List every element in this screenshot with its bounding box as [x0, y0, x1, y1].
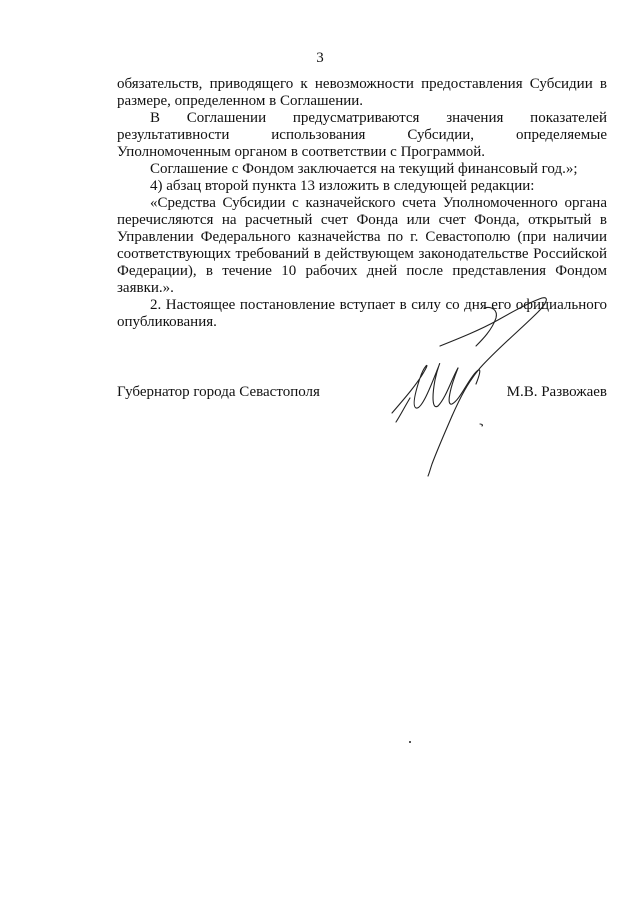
scan-speck [409, 741, 411, 743]
paragraph: В Соглашении предусматриваются значения показателей результативности использования Субсидии, определяемые Уполномоченным органом в соответствии с Программой. [117, 110, 607, 160]
paragraph: Соглашение с Фондом заключается на текущий финансовый год.»; [150, 161, 578, 177]
signer-name: М.В. Развожаев [506, 384, 607, 400]
handwritten-signature [380, 288, 560, 478]
paragraph: обязательств, приводящего к невозможности предоставления Субсидии в размере, определенном в Соглашении. [117, 76, 607, 109]
position-title: Губернатор города Севастополя [117, 384, 320, 400]
paragraph: «Средства Субсидии с казначейского счета Уполномоченного органа перечисляются на расчетный счет Фонда или счет Фонда, открытый в Управлении Федерального казначейства по г. Севастополю (при наличии соответствующих требований в действующем законодательстве Российской Федерации), в течение 10 рабочих дней после представления Фондом заявки.». [117, 195, 607, 296]
page-number: 3 [316, 50, 324, 66]
paragraph: 4) абзац второй пункта 13 изложить в следующей редакции: [150, 178, 535, 194]
paragraph: 2. Настоящее постановление вступает в силу со дня его официального опубликования. [117, 297, 607, 330]
